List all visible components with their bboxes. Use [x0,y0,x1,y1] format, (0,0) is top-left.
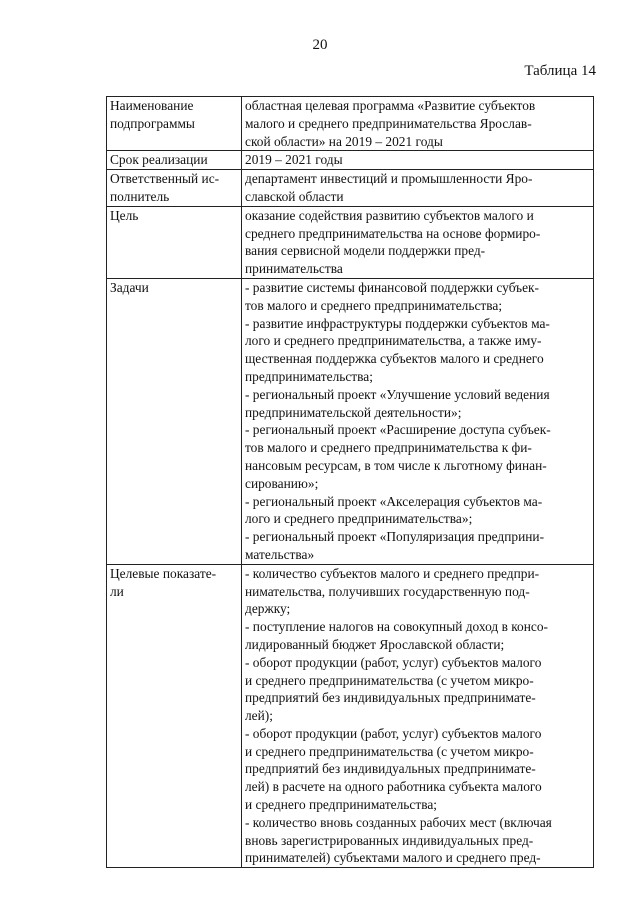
row-value-line: - количество субъектов малого и среднего предпри- [245,565,540,581]
row-value-line: оказание содействия развитию субъектов малого и [245,207,534,223]
row-label-line: Цель [110,207,139,223]
row-value-line: нансовым ресурсам, в том числе к льготному финан- [245,457,547,473]
row-label-cell [107,97,242,151]
row-value-line: - развитие инфраструктуры поддержки субъектов ма- [245,315,550,331]
table-row [107,151,594,170]
row-label-line: ли [110,583,124,599]
row-value-line: областная целевая программа «Развитие субъектов [245,98,536,113]
row-value-line: - региональный проект «Улучшение условий ведения [245,386,550,402]
row-value-line: лидированный бюджет Ярославской области; [245,636,505,652]
row-value-line: - региональный проект «Популяризация предприни- [245,529,545,545]
row-value-line: держку; [245,601,291,617]
row-value-line: - поступление налогов на совокупный доход в консо- [245,619,549,635]
row-value-line: сированию»; [245,475,319,491]
row-label-cell [107,564,242,868]
row-label-cell [107,206,242,278]
row-value-cell [242,151,594,170]
row-value-line: тов малого и среднего предпринимательства; [245,297,503,313]
row-value-line: - региональный проект «Расширение доступа субъек- [245,422,551,438]
row-value-cell [242,564,594,868]
row-value-line: ской области» на 2019 – 2021 годы [245,133,443,149]
table-row [107,206,594,278]
row-label-line: Ответственный ис- [110,171,220,187]
row-label-line: Целевые показате- [110,565,217,581]
row-value-line: - оборот продукции (работ, услуг) субъектов малого [245,725,542,741]
row-value-line: лей); [245,708,273,724]
row-value-line: - оборот продукции (работ, услуг) субъектов малого [245,654,542,670]
row-value-line: лей) в расчете на одного работника субъекта малого [245,779,542,795]
row-label-cell [107,151,242,170]
row-label-line: Задачи [110,279,149,295]
row-value-line: нимательства, получивших государственную под- [245,583,530,599]
table-caption: Таблица 14 [524,63,596,79]
table-row [107,278,594,564]
row-value-line: малого и среднего предпринимательства Ярослав- [245,115,532,131]
row-value-line: и среднего предпринимательства (с учетом микро- [245,743,534,759]
row-value-line: принимательства [245,261,343,277]
row-value-cell [242,170,594,207]
row-value-line: предприятий без индивидуальных предпринимате- [245,690,536,706]
row-value-line: департамент инвестиций и промышленности Яро- [245,171,533,187]
row-value-line: - количество вновь созданных рабочих мест (включая [245,814,552,830]
subprogram-passport-table [106,96,594,868]
row-value-line: - развитие системы финансовой поддержки субъек- [245,279,540,295]
row-value-line: лого и среднего предпринимательства»; [245,511,473,527]
row-value-line: лого и среднего предпринимательства, а также иму- [245,333,542,349]
row-value-line: вания сервисной модели поддержки пред- [245,243,486,259]
row-value-line: мательства» [245,546,315,562]
table-row [107,97,594,151]
row-value-line: вновь зарегистрированных индивидуальных пред- [245,832,534,848]
row-value-line: и среднего предпринимательства; [245,797,438,813]
row-label-line: Наименование [110,98,194,113]
row-value-line: предпринимательства; [245,368,373,384]
row-value-line: щественная поддержка субъектов малого и среднего [245,351,544,367]
row-value-line: принимателей) субъектами малого и среднего пред- [245,850,541,866]
row-value-line: предпринимательской деятельности»; [245,404,462,420]
row-value-cell [242,206,594,278]
row-value-line: тов малого и среднего предпринимательства к фи- [245,440,532,456]
row-label-line: подпрограммы [110,115,195,131]
row-label-cell [107,170,242,207]
row-value-line: среднего предпринимательства на основе формиро- [245,225,541,241]
row-value-cell [242,97,594,151]
row-value-line: - региональный проект «Акселерация субъектов ма- [245,493,543,509]
row-value-cell [242,278,594,564]
row-value-line: 2019 – 2021 годы [245,152,343,168]
row-label-cell [107,278,242,564]
table-body [107,97,594,868]
table-row [107,170,594,207]
table-row [107,564,594,868]
row-value-line: славской области [245,188,344,204]
page-number: 20 [312,37,328,53]
row-value-line: и среднего предпринимательства (с учетом микро- [245,672,534,688]
row-value-line: предприятий без индивидуальных предпринимате- [245,761,536,777]
row-label-line: полнитель [110,188,170,204]
row-label-line: Срок реализации [110,152,208,168]
